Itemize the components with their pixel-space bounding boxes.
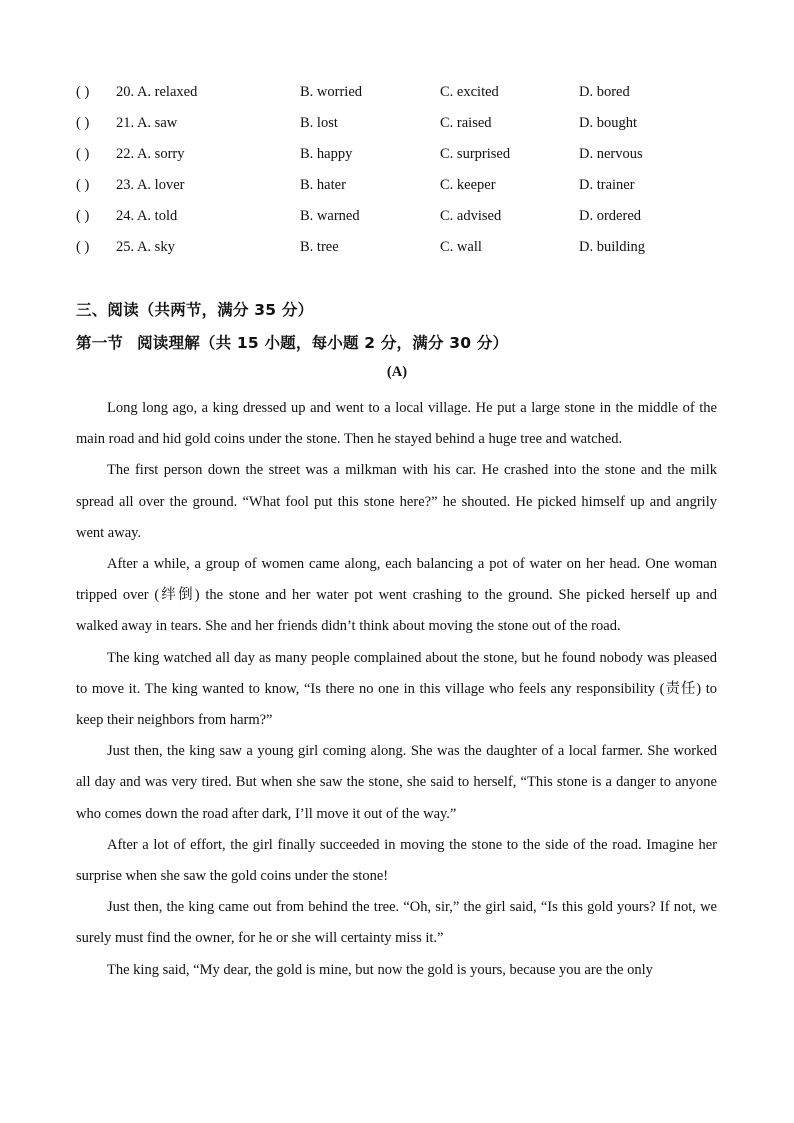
option-d: D. nervous bbox=[579, 146, 643, 162]
option-c: C. keeper bbox=[440, 177, 496, 193]
paragraph: The king watched all day as many people complained about the stone, but he found nobody was pleased to move it. The king wanted to know, “Is there no one in this village who feels any responsibility (责任) to keep their neighbors from harm?” bbox=[76, 649, 717, 729]
paragraph: After a lot of effort, the girl finally succeeded in moving the stone to the side of the road. Imagine her surprise when she saw the gold coins under the stone! bbox=[76, 836, 717, 885]
paragraph: Just then, the king saw a young girl coming along. She was the daughter of a local farmer. She worked all day and was very tired. But when she saw the stone, she said to herself, “This stone is a danger to anyone who comes down the road after dark, I’ll move it out of the way.” bbox=[76, 743, 717, 822]
answer-blank[interactable]: ( ) bbox=[76, 115, 90, 131]
subsection-title bbox=[76, 331, 508, 353]
option-b: B. worried bbox=[300, 84, 363, 100]
option-a: 23. A. lover bbox=[116, 177, 185, 193]
option-c: C. surprised bbox=[440, 146, 511, 162]
answer-blank[interactable]: ( ) bbox=[76, 239, 90, 255]
option-a: 22. A. sorry bbox=[116, 146, 185, 162]
option-a: 25. A. sky bbox=[116, 239, 175, 255]
option-b: B. tree bbox=[300, 239, 339, 255]
option-b: B. lost bbox=[300, 115, 338, 131]
paragraph: The king said, “My dear, the gold is mine, but now the gold is yours, because you are the only bbox=[107, 961, 653, 978]
paragraph: Long long ago, a king dressed up and went to a local village. He put a large stone in the middle of the main road and hid gold coins under the stone. Then he stayed behind a huge tree and watched. bbox=[76, 400, 717, 448]
option-d: D. trainer bbox=[579, 177, 635, 193]
paragraph: After a while, a group of women came along, each balancing a pot of water on her head. One woman tripped over (绊倒) the stone and her water pot went crashing to the ground. She picked herself up and walked away in tears. She and her friends didn’t think about moving the stone out of the road. bbox=[76, 556, 717, 635]
answer-blank[interactable]: ( ) bbox=[76, 84, 90, 100]
option-d: D. bored bbox=[579, 84, 630, 100]
section-title: 三、阅读（共两节，满分 35 分） bbox=[76, 301, 314, 319]
option-d: D. building bbox=[579, 239, 646, 255]
option-c: C. advised bbox=[440, 208, 502, 224]
reading-passage bbox=[76, 393, 717, 986]
answer-blank[interactable]: ( ) bbox=[76, 177, 90, 193]
answer-blank[interactable]: ( ) bbox=[76, 208, 90, 224]
option-d: D. bought bbox=[579, 115, 637, 131]
subsection-label: 第一节 bbox=[76, 334, 124, 352]
paragraph: Just then, the king came out from behind the tree. “Oh, sir,” the girl said, “Is this gold yours? If not, we surely must find the owner, for he or she will certainty miss it.” bbox=[76, 899, 717, 947]
option-a: 20. A. relaxed bbox=[116, 84, 198, 100]
option-d: D. ordered bbox=[579, 208, 642, 224]
answer-blank[interactable]: ( ) bbox=[76, 146, 90, 162]
option-a: 24. A. told bbox=[116, 208, 178, 224]
option-c: C. raised bbox=[440, 115, 492, 131]
option-a: 21. A. saw bbox=[116, 115, 178, 131]
option-b: B. happy bbox=[300, 146, 353, 162]
option-c: C. excited bbox=[440, 84, 499, 100]
option-b: B. warned bbox=[300, 208, 360, 224]
option-c: C. wall bbox=[440, 239, 482, 255]
paragraph: The first person down the street was a milkman with his car. He crashed into the stone and the milk spread all over the ground. “What fool put this stone here?” he shouted. He picked himself up and angrily went away. bbox=[76, 462, 717, 541]
option-b: B. hater bbox=[300, 177, 346, 193]
passage-label: (A) bbox=[386, 364, 408, 380]
subsection-text: 阅读理解（共 15 小题，每小题 2 分，满分 30 分） bbox=[137, 334, 509, 352]
